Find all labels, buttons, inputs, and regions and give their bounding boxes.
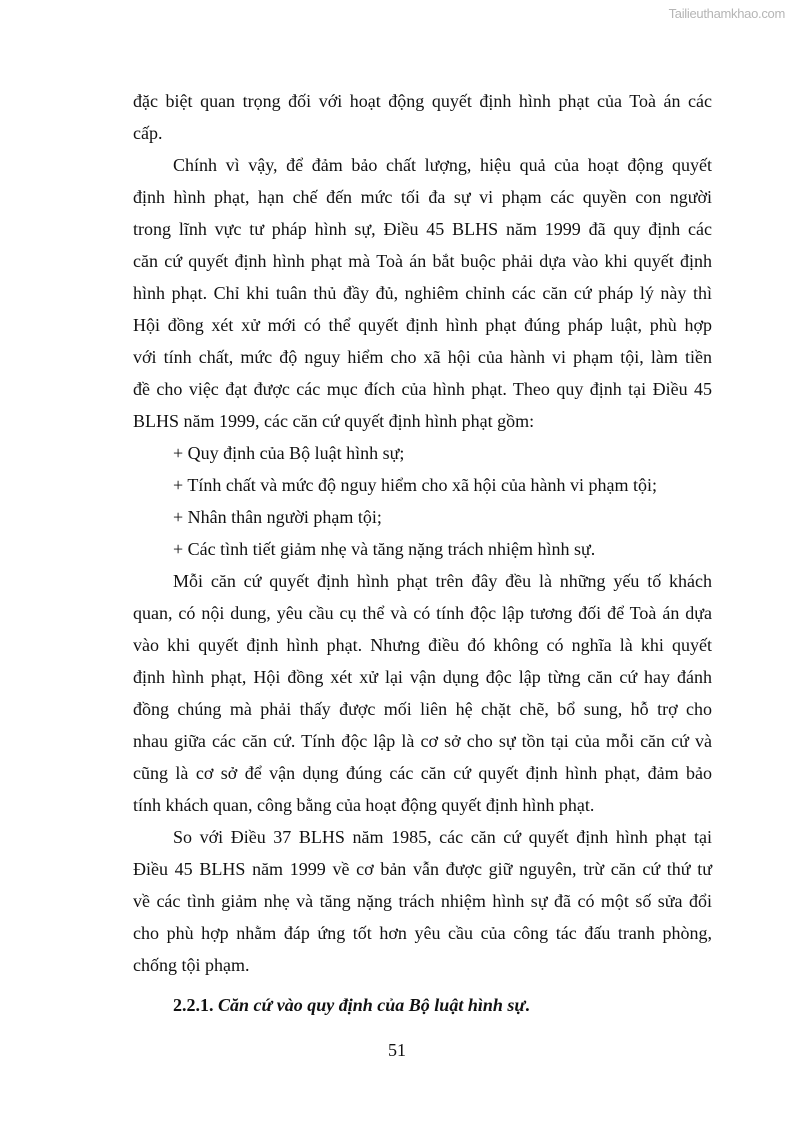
heading-end: .: [525, 995, 530, 1015]
text-line: Hội đồng xét xử mới có thể quyết định hình phạt đúng pháp luật, phù hợp: [133, 315, 712, 335]
text-line: nhau giữa các căn cứ. Tính độc lập là cơ sở cho sự tồn tại của mỗi căn cứ và: [133, 731, 712, 751]
text-line: quan, có nội dung, yêu cầu cụ thể và có tính độc lập tương đối để Toà án dựa: [133, 603, 712, 623]
text-line: cấp.: [133, 123, 163, 143]
paragraph: [133, 437, 712, 469]
heading-number: 2.2.1.: [173, 995, 214, 1015]
paragraph: [133, 149, 712, 437]
document-body: [133, 85, 712, 981]
text-line: So với Điều 37 BLHS năm 1985, các căn cứ quyết định hình phạt tại: [173, 827, 712, 847]
text-line: căn cứ quyết định hình phạt mà Toà án bắt buộc phải dựa vào khi quyết định: [133, 251, 712, 271]
text-line: đặc biệt quan trọng đối với hoạt động quyết định hình phạt của Toà án các: [133, 91, 712, 111]
text-line: + Nhân thân người phạm tội;: [173, 507, 382, 527]
section-heading: [173, 989, 530, 1021]
text-line: đồng chúng mà phải thấy được mối liên hệ chặt chẽ, bổ sung, hỗ trợ cho: [133, 699, 712, 719]
text-line: định hình phạt, Hội đồng xét xử lại vận dụng độc lập từng căn cứ hay đánh: [133, 667, 712, 687]
paragraph: [133, 821, 712, 981]
paragraph: [133, 85, 712, 149]
text-line: định hình phạt, hạn chế đến mức tối đa sự vi phạm các quyền con người: [133, 187, 712, 207]
text-line: trong lĩnh vực tư pháp hình sự, Điều 45 BLHS năm 1999 đã quy định các: [133, 219, 712, 239]
text-line: đề cho việc đạt được các mục đích của hình phạt. Theo quy định tại Điều 45: [133, 379, 712, 399]
paragraph: [133, 533, 712, 565]
text-line: Điều 45 BLHS năm 1999 về cơ bản vẫn được giữ nguyên, trừ căn cứ thứ tư: [133, 859, 712, 879]
watermark: Tailieuthamkhao.com: [668, 6, 785, 21]
text-line: cho phù hợp nhằm đáp ứng tốt hơn yêu cầu của công tác đấu tranh phòng,: [133, 923, 712, 943]
text-line: + Tính chất và mức độ nguy hiểm cho xã hội của hành vi phạm tội;: [173, 475, 657, 495]
text-line: với tính chất, mức độ nguy hiểm cho xã hội của hành vi phạm tội, làm tiền: [133, 347, 712, 367]
text-line: vào khi quyết định hình phạt. Nhưng điều đó không có nghĩa là khi quyết: [133, 635, 712, 655]
text-line: + Quy định của Bộ luật hình sự;: [173, 443, 405, 463]
text-line: hình phạt. Chỉ khi tuân thủ đầy đủ, nghiêm chỉnh các căn cứ pháp lý này thì: [133, 283, 712, 303]
paragraph: [133, 565, 712, 821]
paragraph: [133, 501, 712, 533]
text-line: Mỗi căn cứ quyết định hình phạt trên đây đều là những yếu tố khách: [173, 571, 712, 591]
text-line: + Các tình tiết giảm nhẹ và tăng nặng trách nhiệm hình sự.: [173, 539, 596, 559]
text-line: cũng là cơ sở để vận dụng đúng các căn cứ quyết định hình phạt, đảm bảo: [133, 763, 712, 783]
text-line: tính khách quan, công bằng của hoạt động quyết định hình phạt.: [133, 795, 595, 815]
page-number: 51: [388, 1040, 406, 1060]
text-line: chống tội phạm.: [133, 955, 250, 975]
text-line: Chính vì vậy, để đảm bảo chất lượng, hiệu quả của hoạt động quyết: [173, 155, 712, 175]
text-line: BLHS năm 1999, các căn cứ quyết định hình phạt gồm:: [133, 411, 535, 431]
text-line: về các tình giảm nhẹ và tăng nặng trách nhiệm hình sự đã có một số sửa đổi: [133, 891, 712, 911]
heading-title: Căn cứ vào quy định của Bộ luật hình sự: [218, 995, 526, 1015]
paragraph: [133, 469, 712, 501]
